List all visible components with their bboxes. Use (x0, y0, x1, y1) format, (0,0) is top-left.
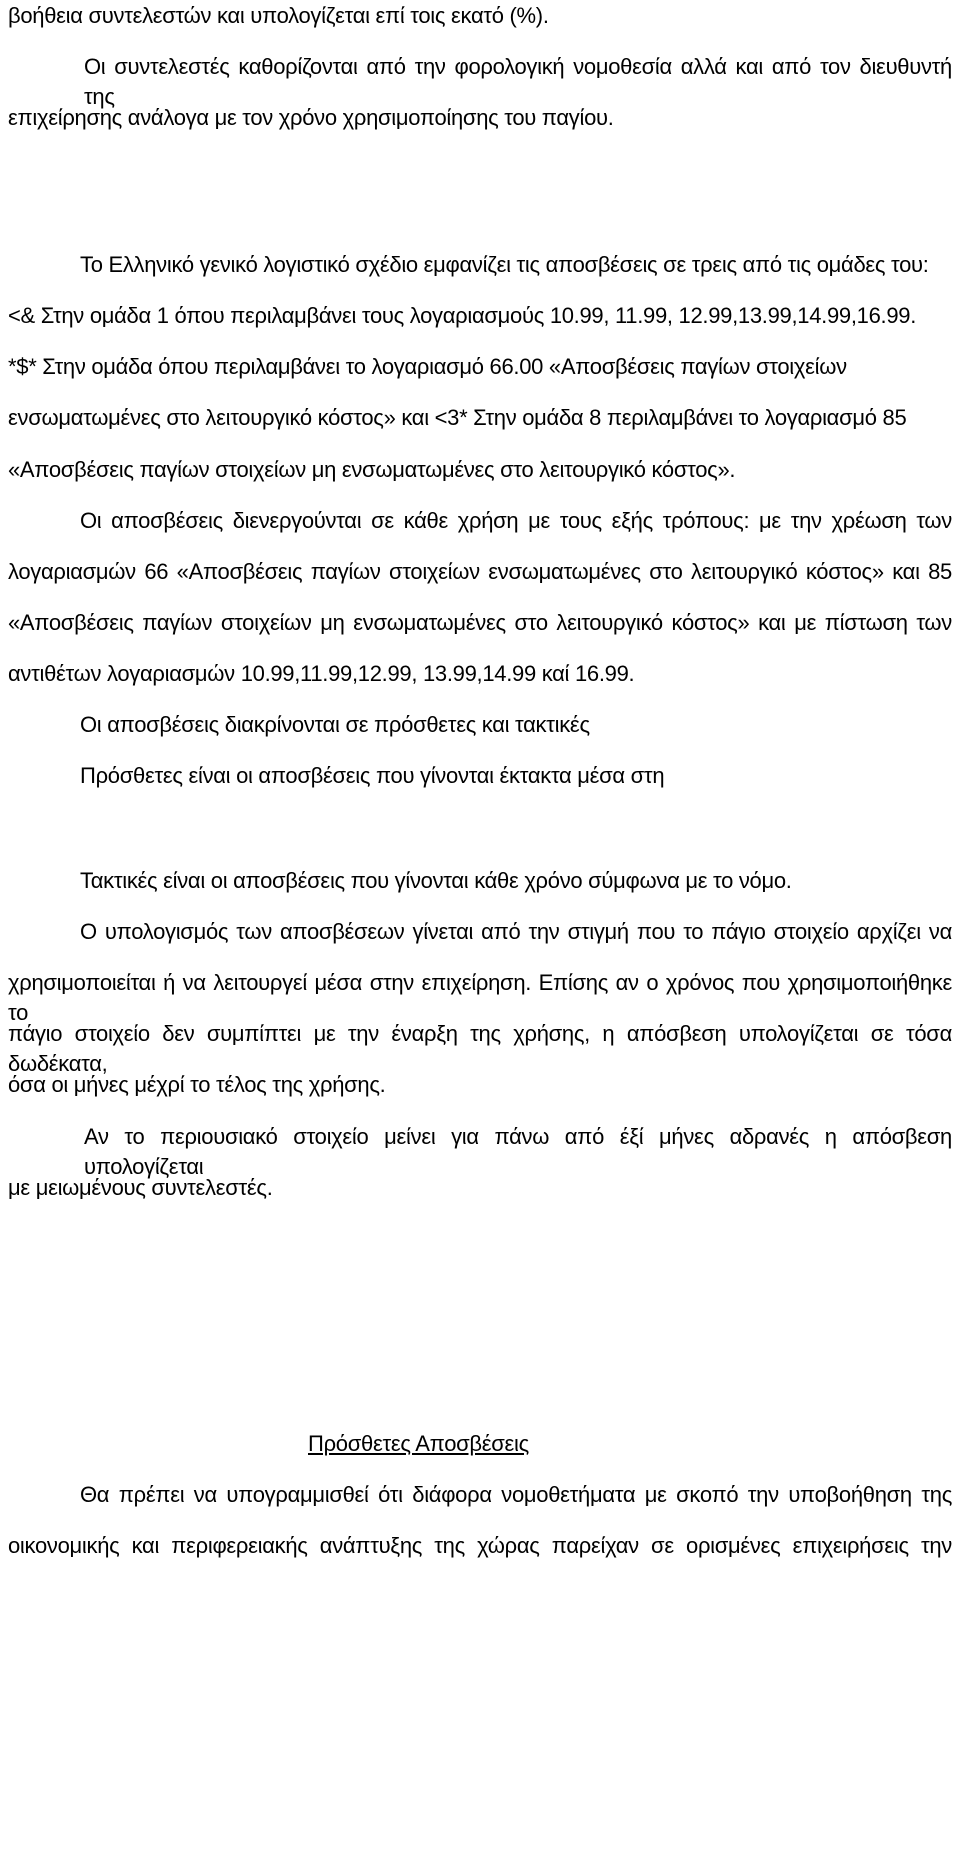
text-line: Οι αποσβέσεις διακρίνονται σε πρόσθετες και τακτικές (80, 712, 590, 737)
text-line: Θα πρέπει να υπογραμμισθεί ότι διάφορα νομοθετήματα με σκοπό την υποβοήθηση της (80, 1482, 952, 1507)
text-line: *$* Στην ομάδα όπου περιλαμβάνει το λογαριασμό 66.00 «Αποσβέσεις παγίων στοιχείων (8, 354, 847, 379)
text-line: λογαριασμών 66 «Αποσβέσεις παγίων στοιχείων ενσωματωμένες στο λειτουργικό κόστος» και 85 (8, 559, 952, 584)
text-line: Αν το περιουσιακό στοιχείο μείνει για πάνω από έξί μήνες αδρανές η απόσβεση υπολογίζεται (84, 1124, 952, 1179)
section-title: Πρόσθετες Αποσβέσεις (308, 1431, 529, 1456)
text-line: Ο υπολογισμός των αποσβέσεων γίνεται από την στιγμή που το πάγιο στοιχείο αρχίζει να (80, 919, 952, 944)
text-line: όσα οι μήνες μέχρί το τέλος της χρήσης. (8, 1072, 386, 1097)
text-line: ενσωματωμένες στο λειτουργικό κόστος» και <3* Στην ομάδα 8 περιλαμβάνει το λογαριασμό 85 (8, 405, 907, 430)
text-line: <& Στην ομάδα 1 όπου περιλαμβάνει τους λογαριασμούς 10.99, 11.99, 12.99,13.99,14.99,16.99. (8, 303, 917, 328)
text-line: βοήθεια συντελεστών και υπολογίζεται επί τοις εκατό (%). (8, 3, 549, 28)
text-line: Το Ελληνικό γενικό λογιστικό σχέδιο εμφανίζει τις αποσβέσεις σε τρεις από τις ομάδες του: (80, 252, 929, 277)
text-line: Τακτικές είναι οι αποσβέσεις που γίνονται κάθε χρόνο σύμφωνα με το νόμο. (80, 868, 792, 893)
text-line: «Αποσβέσεις παγίων στοιχείων μη ενσωματωμένες στο λειτουργικό κόστος» και με πίστωση των (8, 610, 952, 635)
text-line: Οι συντελεστές καθορίζονται από την φορολογική νομοθεσία αλλά και από τον διευθυντή της (84, 54, 952, 109)
text-line: αντιθέτων λογαριασμών 10.99,11.99,12.99, 13.99,14.99 καί 16.99. (8, 661, 635, 686)
text-line: με μειωμένους συντελεστές. (8, 1175, 273, 1200)
text-line: επιχείρησης ανάλογα με τον χρόνο χρησιμοποίησης του παγίου. (8, 105, 614, 130)
text-line: «Αποσβέσεις παγίων στοιχείων μη ενσωματωμένες στο λειτουργικό κόστος». (8, 457, 736, 482)
text-line: πάγιο στοιχείο δεν συμπίπτει με την έναρξη της χρήσης, η απόσβεση υπολογίζεται σε τόσα δωδέκατα, (8, 1021, 952, 1076)
text-line: οικονομικής και περιφερειακής ανάπτυξης της χώρας παρείχαν σε ορισμένες επιχειρήσεις την (8, 1533, 952, 1558)
text-line: Οι αποσβέσεις διενεργούνται σε κάθε χρήση με τους εξής τρόπους: με την χρέωση των (80, 508, 952, 533)
text-line: χρησιμοποιείται ή να λειτουργεί μέσα στην επιχείρηση. Επίσης αν ο χρόνος που χρησιμοποιήθηκε το (8, 970, 952, 1025)
text-line: Πρόσθετες είναι οι αποσβέσεις που γίνονται έκτακτα μέσα στη (80, 763, 665, 788)
